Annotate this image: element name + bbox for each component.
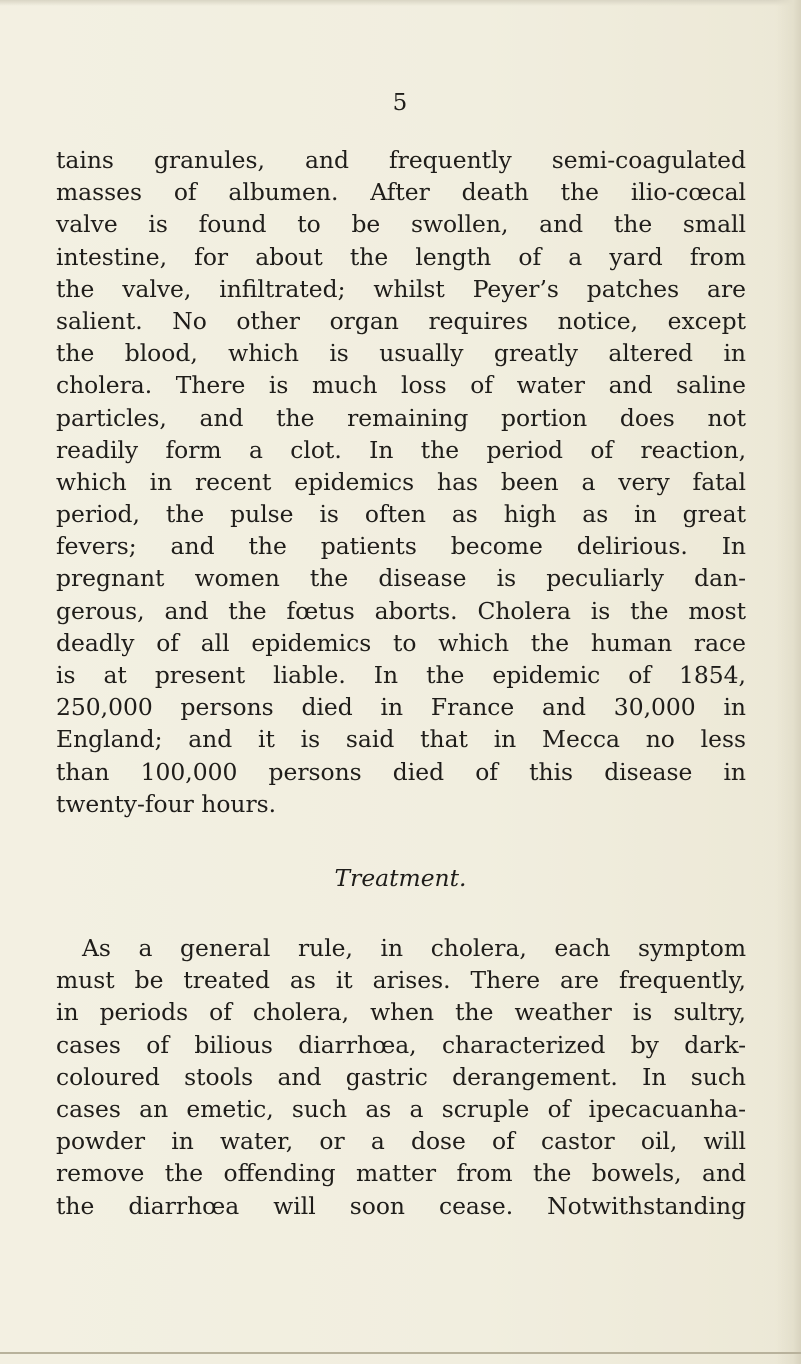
paragraph-treatment <box>56 932 746 1222</box>
text-line: tains granules, and frequently semi-coagulated <box>56 146 746 174</box>
text-line: in periods of cholera, when the weather is sultry, <box>56 998 746 1027</box>
text-line: the valve, infiltrated; whilst Peyer’s patches are <box>56 274 746 303</box>
text-line: cases an emetic, such as a scruple of ipecacuanha- <box>56 1094 746 1123</box>
text-line: is at present liable. In the epidemic of 1854, <box>56 661 746 689</box>
text-line: cholera. There is much loss of water and saline <box>56 371 746 400</box>
paragraph-symptoms <box>56 144 746 820</box>
text-line: intestine, for about the length of a yard from <box>56 242 746 271</box>
page-right-edge <box>775 0 801 1364</box>
text-line: which in recent epidemics has been a very fatal <box>56 467 746 496</box>
text-line: coloured stools and gastric derangement. In such <box>56 1062 746 1091</box>
text-line: must be treated as it arises. There are frequently, <box>56 966 746 995</box>
text-line: readily form a clot. In the period of reaction, <box>56 435 746 464</box>
page-top-edge <box>0 0 801 6</box>
text-line: powder in water, or a dose of castor oil, will <box>56 1127 746 1156</box>
text-line: the blood, which is usually greatly altered in <box>56 339 746 368</box>
text-line: fevers; and the patients become delirious. In <box>56 532 746 561</box>
text-line: valve is found to be swollen, and the small <box>56 210 746 239</box>
text-line: England; and it is said that in Mecca no less <box>56 725 746 754</box>
text-line: As a general rule, in cholera, each symptom <box>82 934 746 962</box>
text-line: cases of bilious diarrhœa, characterized by dark- <box>56 1030 746 1059</box>
page-number: 5 <box>392 90 409 116</box>
text-line: salient. No other organ requires notice, except <box>56 306 746 335</box>
text-line: twenty-four hours. <box>56 789 277 818</box>
text-line: the diarrhœa will soon cease. Notwithstanding <box>56 1191 746 1220</box>
text-line: pregnant women the disease is peculiarly dan- <box>56 564 746 593</box>
text-line: than 100,000 persons died of this disease in <box>56 757 746 786</box>
page-bottom-rule <box>0 1352 801 1354</box>
text-line: particles, and the remaining portion does not <box>56 403 746 432</box>
text-line: 250,000 persons died in France and 30,000 in <box>56 693 746 722</box>
text-line: gerous, and the fœtus aborts. Cholera is the most <box>56 596 746 625</box>
text-line: period, the pulse is often as high as in great <box>56 500 746 529</box>
text-line: masses of albumen. After death the ilio-cœcal <box>56 178 746 207</box>
text-line: remove the offending matter from the bowels, and <box>56 1159 746 1188</box>
section-heading-treatment: Treatment. <box>334 864 467 892</box>
text-line: deadly of all epidemics to which the human race <box>56 628 746 657</box>
